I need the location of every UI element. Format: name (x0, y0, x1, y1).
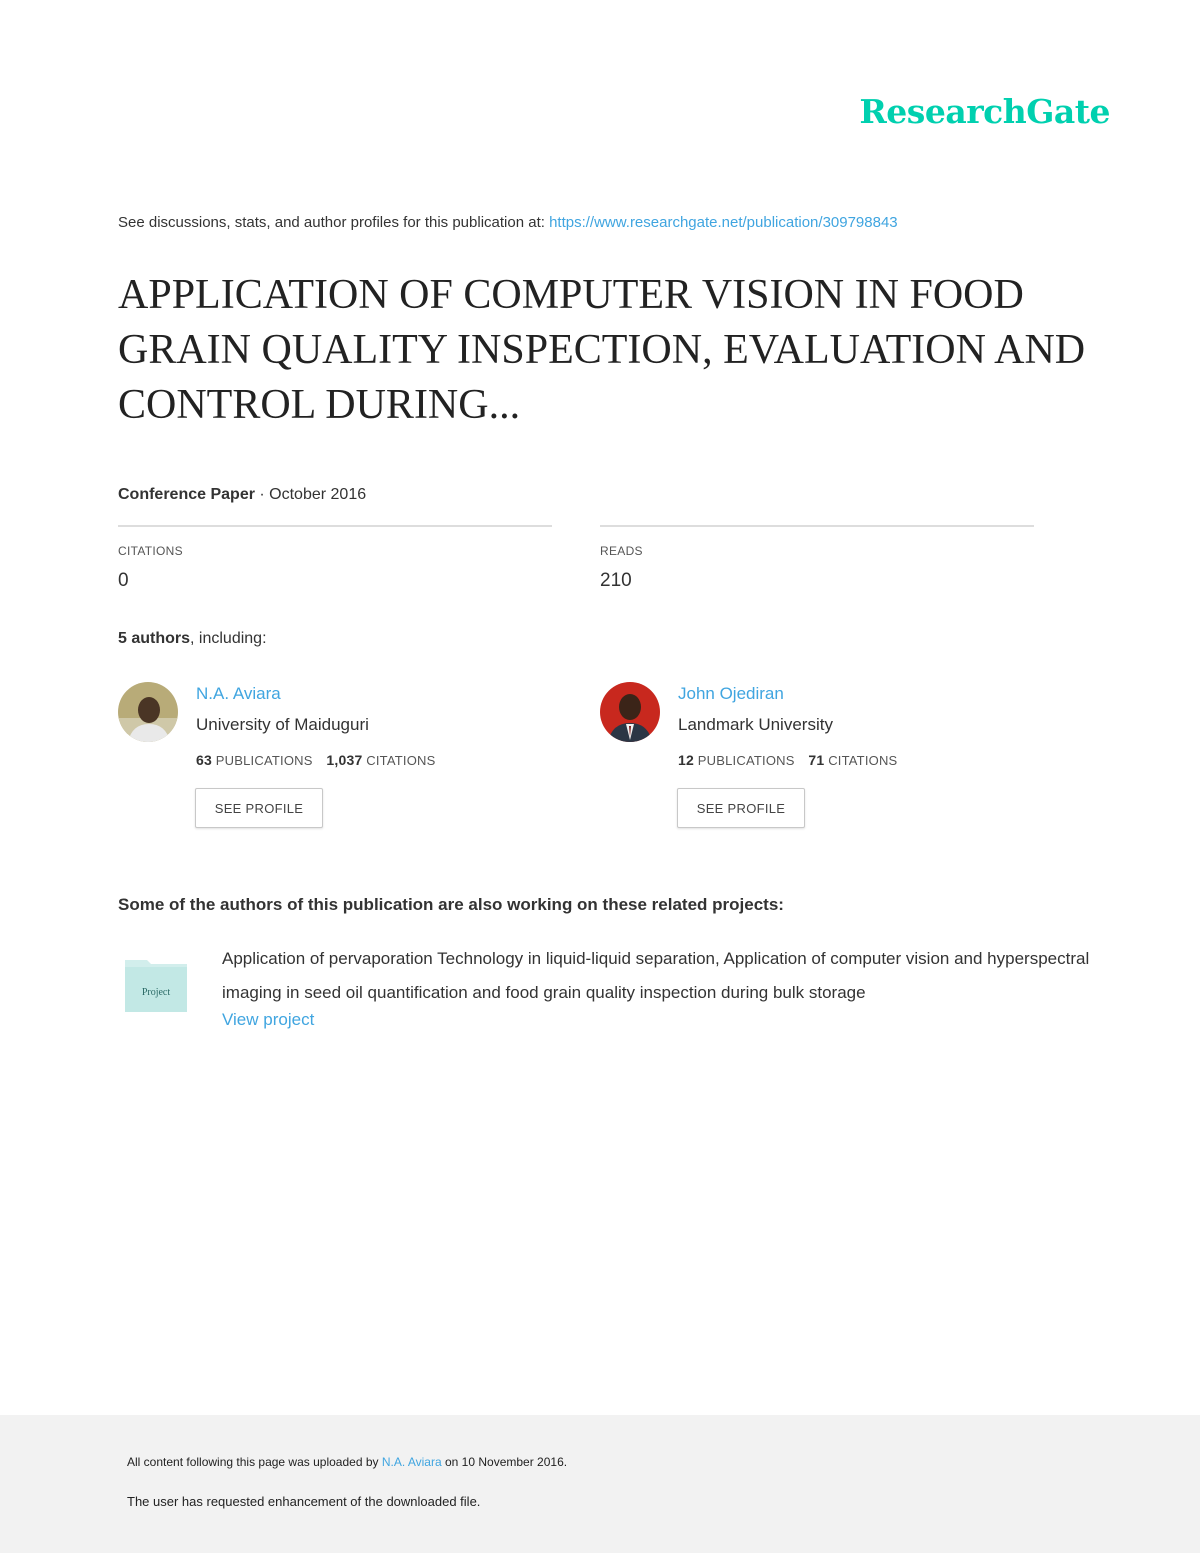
citations-value: 0 (118, 570, 129, 591)
folder-project-icon (125, 958, 189, 1014)
citations-stat (118, 525, 552, 592)
publication-url-link[interactable]: https://www.researchgate.net/publication/309798843 (549, 214, 898, 231)
avatar-photo (118, 682, 178, 742)
author-name-link[interactable]: N.A. Aviara (196, 684, 281, 703)
upload-prefix: All content following this page was uploaded by (127, 1455, 382, 1469)
publication-type-line (118, 486, 366, 504)
publications-label: PUBLICATIONS (215, 753, 313, 768)
divider (600, 525, 1034, 527)
researchgate-logo[interactable]: ResearchGate (859, 92, 1110, 131)
discussion-line (118, 214, 898, 231)
reads-stat (600, 525, 1034, 592)
authors-heading (118, 630, 267, 648)
citations-label: CITATIONS (828, 753, 898, 768)
citations-count: 71 (808, 752, 825, 768)
avatar-photo (600, 682, 660, 742)
avatar[interactable] (118, 682, 178, 742)
publications-count: 63 (196, 752, 212, 768)
publications-label: PUBLICATIONS (697, 753, 795, 768)
citations-label: CITATIONS (118, 544, 183, 558)
author-counts (678, 752, 897, 768)
author-card (118, 682, 518, 832)
discussion-text: See discussions, stats, and author profiles for this publication at: (118, 214, 550, 231)
upload-suffix: on 10 November 2016. (441, 1455, 568, 1469)
avatar[interactable] (600, 682, 660, 742)
related-projects-heading: Some of the authors of this publication are also working on these related projects: (118, 895, 784, 914)
see-profile-button[interactable]: SEE PROFILE (677, 788, 805, 828)
publication-title: APPLICATION OF COMPUTER VISION IN FOOD GRAIN QUALITY INSPECTION, EVALUATION AND CONTROL DURING... (118, 272, 1086, 428)
author-institution: University of Maiduguri (196, 715, 369, 734)
author-card (600, 682, 1000, 832)
enhancement-note: The user has requested enhancement of the downloaded file. (127, 1494, 481, 1509)
reads-label: READS (600, 544, 643, 558)
footer (0, 1415, 1200, 1553)
publication-type: Conference Paper (118, 486, 255, 503)
divider (118, 525, 552, 527)
author-institution: Landmark University (678, 715, 833, 734)
publication-date: · October 2016 (254, 486, 367, 503)
author-counts (196, 752, 435, 768)
uploader-link[interactable]: N.A. Aviara (381, 1455, 442, 1469)
author-name-link[interactable]: John Ojediran (678, 684, 784, 703)
view-project-link[interactable]: View project (222, 1010, 315, 1029)
reads-value: 210 (600, 570, 632, 591)
authors-count: 5 authors (118, 630, 191, 647)
project-icon-label: Project (141, 987, 171, 998)
upload-info (127, 1455, 567, 1469)
publications-count: 12 (678, 752, 694, 768)
see-profile-button[interactable]: SEE PROFILE (195, 788, 323, 828)
citations-label: CITATIONS (366, 753, 436, 768)
citations-count: 1,037 (326, 752, 363, 768)
authors-suffix: , including: (190, 630, 267, 647)
project-description: Application of pervaporation Technology in liquid-liquid separation, Application of computer vision and hyperspectral imaging in seed oil quantification and food grain quality inspection during bulk storage (222, 949, 1090, 1002)
